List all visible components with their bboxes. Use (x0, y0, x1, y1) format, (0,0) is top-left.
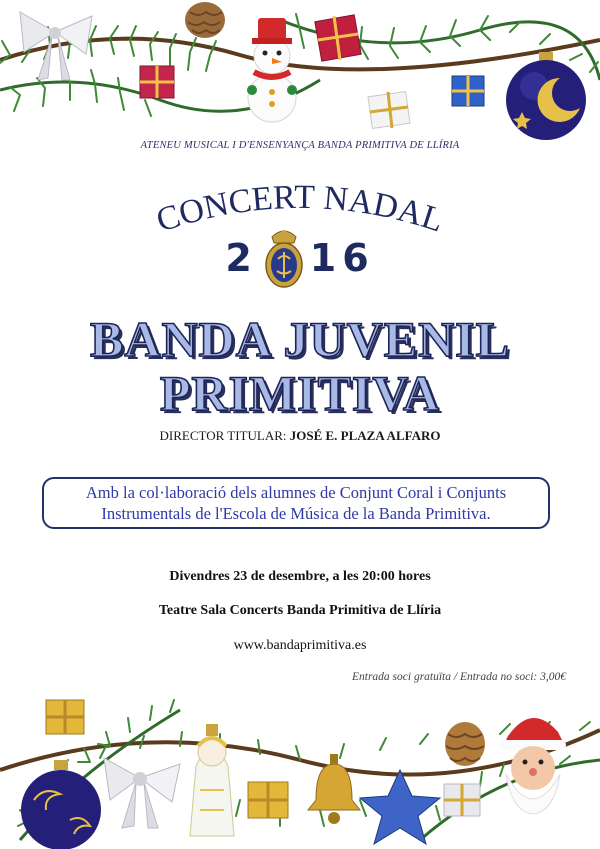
director-line (0, 428, 600, 444)
gift-icon (46, 700, 84, 734)
santa-icon (500, 718, 566, 814)
collaboration-box (42, 477, 550, 529)
gift-icon (315, 15, 361, 61)
website-link[interactable]: www.bandaprimitiva.es (233, 638, 367, 653)
pinecone-icon (185, 2, 225, 38)
event-venue: Teatre Sala Concerts Banda Primitiva de Llíria (158, 603, 442, 618)
ticket-price: Entrada soci gratuïta / Entrada no soci: 3,00€ (351, 671, 566, 683)
gift-icon (368, 92, 410, 129)
snowman-icon (247, 18, 297, 122)
year-digit-left: 2 (225, 236, 258, 280)
angel-ornament-icon (190, 724, 234, 836)
event-date: Divendres 23 de desembre, a les 20:00 hores (169, 569, 431, 584)
concert-year (0, 226, 600, 290)
gift-icon (452, 76, 484, 106)
crest-icon (262, 227, 306, 289)
director-label: DIRECTOR TITULAR: (159, 428, 287, 443)
director-name: JOSÉ E. PLAZA ALFARO (289, 428, 441, 443)
collaboration-line2: Instrumentals de l'Escola de Música de la Banda Primitiva. (101, 504, 491, 523)
gift-icon (140, 66, 174, 98)
christmas-garland-top (0, 0, 600, 145)
bow-icon (104, 758, 180, 828)
pinecone-icon (445, 722, 485, 766)
concert-title-text: CONCERT NADAL (152, 178, 448, 240)
organization-name: ATENEU MUSICAL I D'ENSENYANÇA BANDA PRIMITIVA DE LLÍRIA (140, 140, 460, 151)
year-digits-right: 16 (309, 236, 375, 280)
ensemble-name-line2: PRIMITIVA (159, 365, 441, 421)
gift-icon (248, 782, 288, 818)
gift-icon (444, 784, 480, 816)
ensemble-name-line1: BANDA JUVENIL (89, 311, 510, 367)
christmas-garland-bottom (0, 650, 600, 849)
collaboration-line1: Amb la col·laboració dels alumnes de Conjunt Coral i Conjunts (85, 483, 507, 502)
ornament-ball-icon (506, 52, 586, 140)
